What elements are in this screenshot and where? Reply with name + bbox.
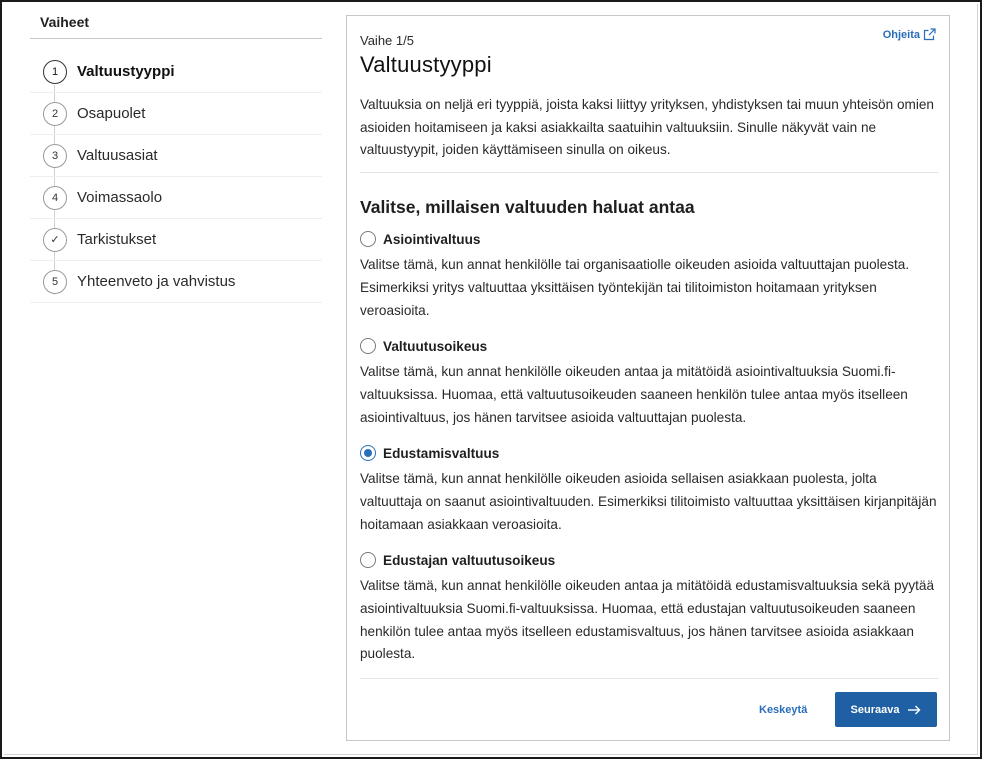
step-content-card xyxy=(346,15,950,741)
radio-unchecked-icon[interactable] xyxy=(360,552,376,568)
step-item-tarkistukset[interactable] xyxy=(30,219,322,261)
option-label: Edustamisvaltuus xyxy=(383,445,500,461)
option-description: Valitse tämä, kun annat henkilölle oikeuden antaa ja mitätöidä asiointivaltuuksia Suomi.fi-valtuuksissa. Huomaa, että valtuutusoikeuden saaneen henkilön tulee antaa myös itselleen asiointivaltuus, jos hänen tarvitsee asioida valtuuttajan puolesta. xyxy=(360,364,908,425)
step-number-icon: 2 xyxy=(43,102,67,126)
step-item-voimassaolo[interactable] xyxy=(30,177,322,219)
help-link-label: Ohjeita xyxy=(882,28,920,41)
step-label: Yhteenveto ja vahvistus xyxy=(77,273,236,290)
step-item-osapuolet[interactable] xyxy=(30,93,322,135)
checkmark-icon: ✓ xyxy=(43,228,67,252)
option-asiointivaltuus xyxy=(360,229,938,322)
option-edustamisvaltuus xyxy=(360,443,938,536)
page-title: Valtuustyyppi xyxy=(360,52,492,77)
steps-sidebar xyxy=(30,12,322,303)
divider xyxy=(360,172,938,173)
step-number-icon: 1 xyxy=(43,60,67,84)
step-label: Voimassaolo xyxy=(77,189,163,206)
option-radio-edustamisvaltuus[interactable] xyxy=(360,443,938,463)
step-label: Valtuustyyppi xyxy=(77,63,175,80)
step-label: Osapuolet xyxy=(77,105,146,122)
radio-unchecked-icon[interactable] xyxy=(360,231,376,247)
step-item-valtuustyyppi[interactable] xyxy=(30,51,322,93)
step-label: Tarkistukset xyxy=(77,231,157,248)
intro-text: Valtuuksia on neljä eri tyyppiä, joista kaksi liittyy yrityksen, yhdistyksen tai muun yhteisön omien asioiden hoitamiseen ja kaksi asiakkailta saatuihin valtuuksiin. Sinulle näkyvät vain ne valtuustyypit, joiden käyttämiseen sinulla on oikeus. xyxy=(360,97,934,157)
option-label: Valtuutusoikeus xyxy=(383,338,488,354)
help-link[interactable] xyxy=(883,28,936,41)
step-number-icon: 4 xyxy=(43,186,67,210)
radio-checked-icon[interactable] xyxy=(360,445,376,461)
option-radio-edustajan-valtuutusoikeus[interactable] xyxy=(360,550,938,570)
next-button-label: Seuraava xyxy=(850,703,900,716)
option-edustajan-valtuutusoikeus xyxy=(360,550,938,666)
option-label: Edustajan valtuutusoikeus xyxy=(383,552,556,568)
radio-unchecked-icon[interactable] xyxy=(360,338,376,354)
option-description: Valitse tämä, kun annat henkilölle oikeuden asioida sellaisen asiakkaan puolesta, jolta valtuuttaja on saanut asiointivaltuuden. Esimerkiksi tilitoimisto valtuuttaa yksittäisen kirjanpitäjän hoitamaan asiakkaan veroasioita. xyxy=(360,471,937,532)
arrow-right-icon xyxy=(907,705,921,715)
step-counter: Vaihe 1/5 xyxy=(360,33,414,48)
next-button[interactable] xyxy=(835,692,937,727)
external-link-icon xyxy=(923,28,936,41)
step-number-icon: 3 xyxy=(43,144,67,168)
question-heading: Valitse, millaisen valtuuden haluat antaa xyxy=(360,197,695,217)
cancel-button[interactable]: Keskeytä xyxy=(759,704,808,716)
option-label: Asiointivaltuus xyxy=(383,231,481,247)
step-list xyxy=(30,51,322,303)
option-description: Valitse tämä, kun annat henkilölle oikeuden antaa ja mitätöidä edustamisvaltuuksia sekä pyytää asiointivaltuuksia Suomi.fi-valtuuksissa. Huomaa, että edustajan valtuutusoikeuden saaneen henkilön tulee antaa myös itselleen edustamisvaltuus, jos hänen tarvitsee asioida asiakkaan puolesta. xyxy=(360,578,935,662)
option-radio-asiointivaltuus[interactable] xyxy=(360,229,938,249)
step-item-yhteenveto[interactable] xyxy=(30,261,322,303)
option-valtuutusoikeus xyxy=(360,336,938,429)
step-label: Valtuusasiat xyxy=(77,147,158,164)
step-item-valtuusasiat[interactable] xyxy=(30,135,322,177)
option-radio-valtuutusoikeus[interactable] xyxy=(360,336,938,356)
sidebar-title: Vaiheet xyxy=(30,12,322,39)
divider xyxy=(360,678,938,679)
step-number-icon: 5 xyxy=(43,270,67,294)
option-description: Valitse tämä, kun annat henkilölle tai organisaatiolle oikeuden asioida valtuuttajan puolesta. Esimerkiksi yritys valtuuttaa yksittäisen työntekijän tai tilitoimiston hoitamaan yrityksen veroasioita. xyxy=(360,257,910,318)
